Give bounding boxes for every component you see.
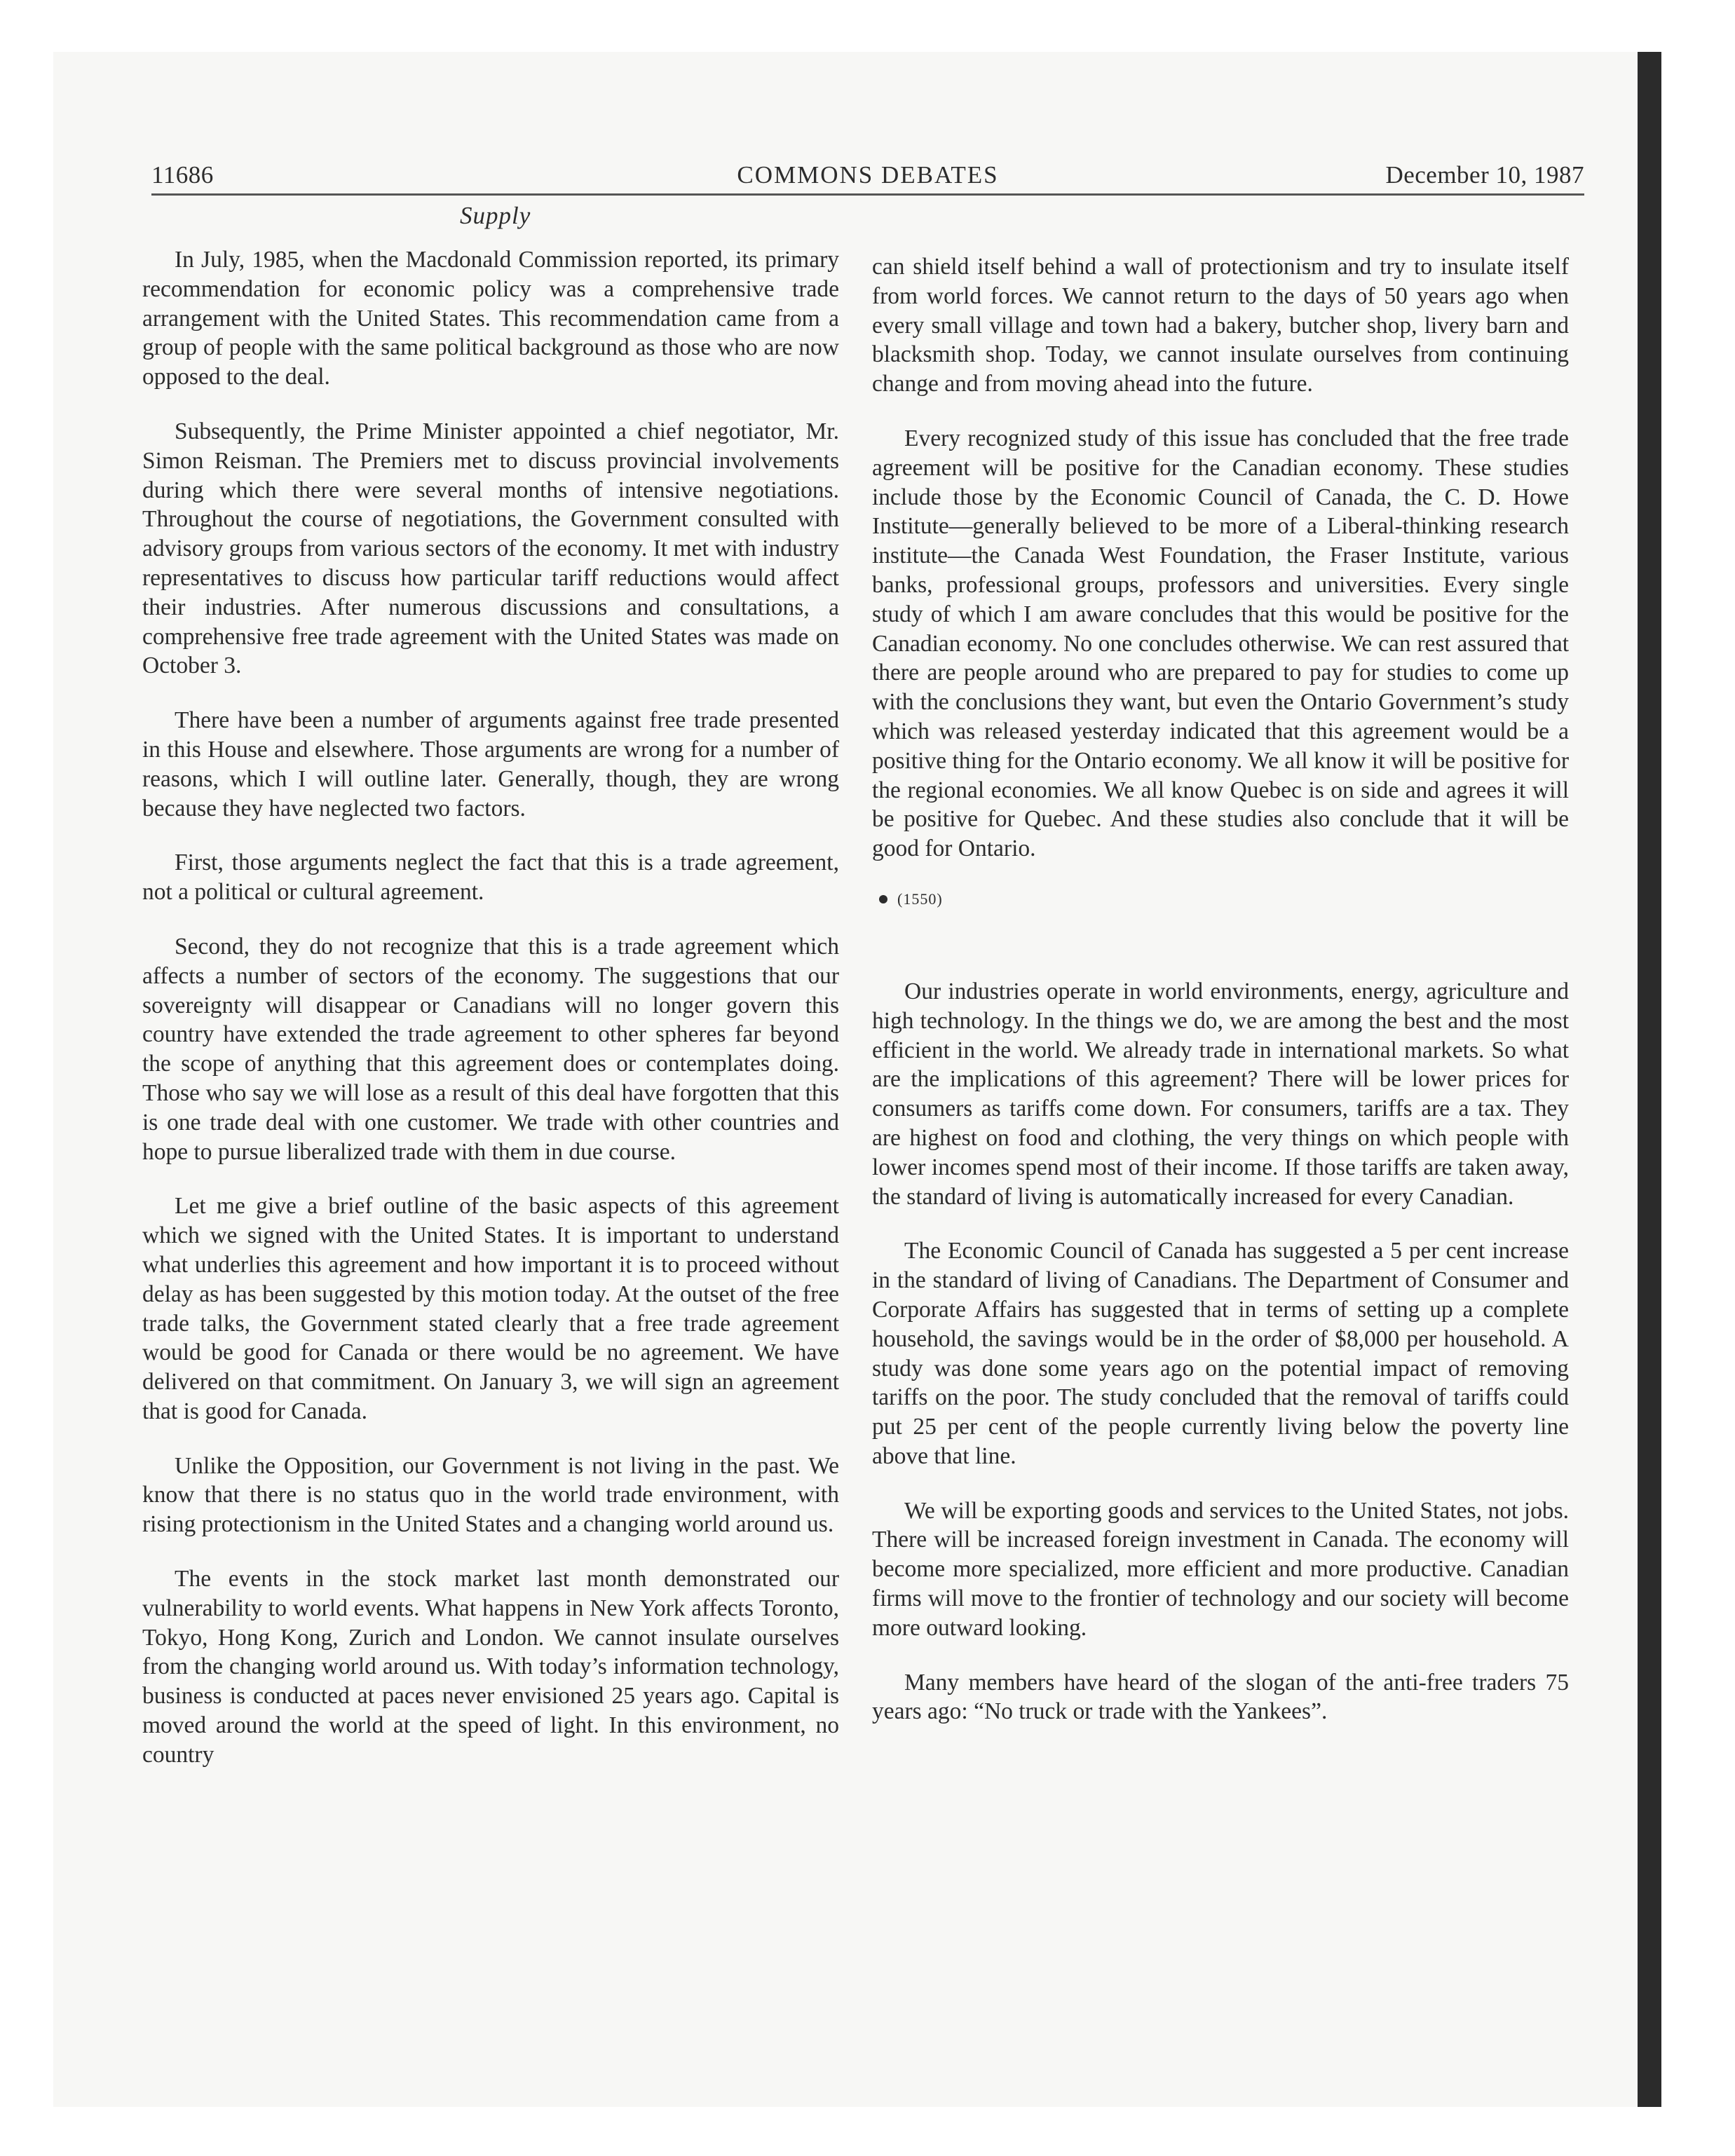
paragraph: Unlike the Opposition, our Government is not living in the past. We know that there is no status quo in the world trade environment, with rising protectionism in the United States and a changing world around us. — [142, 1452, 839, 1538]
right-column — [872, 252, 1569, 1752]
paragraph: Every recognized study of this issue has concluded that the free trade agreement will be positive for the Canadian economy. These studies include those by the Economic Council of Canada, the C. D. Howe Institute—generally believed to be more of a Liberal-thinking research institute—the Canada West Foundation, the Fraser Institute, various banks, professional groups, professors and universities. Every single study of which I am aware concludes that this would be positive for the Canadian economy. No one concludes otherwise. We can rest assured that there are people around who are prepared to pay for studies to come up with the conclusions they want, but even the Ontario Government’s study which was released yesterday indicated that this agreement would be a positive thing for the Ontario economy. We all know it will be positive for the regional economies. We all know Quebec is on side and agrees it will be positive for Quebec. And these studies also conclude that it will be good for Ontario. — [872, 425, 1569, 862]
time-marker-label: (1550) — [897, 889, 943, 908]
paragraph: The events in the stock market last month demonstrated our vulnerability to world events. What happens in New York affects Toronto, Tokyo, Hong Kong, Zurich and London. We cannot insulate ourselves from the changing world around us. With today’s information technology, business is conducted at paces never envisioned 25 years ago. Capital is moved around the world at the speed of light. In this environment, no country — [142, 1566, 839, 1768]
section-heading: Supply — [460, 202, 531, 229]
page-header — [151, 156, 1584, 196]
left-column — [142, 245, 839, 1795]
paragraph: There have been a number of arguments against free trade presented in this House and elsewhere. Those arguments are wrong for a number of reasons, which I will outline later. Generally, though, they are wrong because they have neglected two factors. — [142, 707, 839, 821]
scan-edge-bar — [1638, 52, 1661, 2107]
publication-title: COMMONS DEBATES — [737, 161, 999, 189]
paragraph: Subsequently, the Prime Minister appointed a chief negotiator, Mr. Simon Reisman. The Premiers met to discuss provincial involvements during which there were several months of intensive negotiations. Throughout the course of negotiations, the Government consulted with advisory groups from various sectors of the economy. It met with industry representatives to discuss how particular tariff reductions would affect their industries. After numerous discussions and consultations, a comprehensive free trade agreement with the United States was made on October 3. — [142, 418, 839, 679]
page-number: 11686 — [151, 161, 214, 189]
bullet-icon — [879, 895, 887, 903]
page-date: December 10, 1987 — [1385, 161, 1584, 189]
paragraph: Our industries operate in world environments, energy, agriculture and high technology. In the things we do, we are among the best and the most efficient in the world. We already trade in international markets. So what are the implications of this agreement? There will be lower prices for consumers as tariffs come down. For consumers, tariffs are a tax. They are highest on food and clothing, the very things on which people with lower incomes spend most of their income. If those tariffs are taken away, the standard of living is automatically increased for every Canadian. — [872, 978, 1569, 1210]
paragraph: Second, they do not recognize that this is a trade agreement which affects a number of sectors of the economy. The suggestions that our sovereignty will disappear or Canadians will no longer govern this country have extended the trade agreement to other spheres far beyond the scope of anything that this agreement does or contemplates doing. Those who say we will lose as a result of this deal have forgotten that this is one trade deal with one customer. We trade with other countries and hope to pursue liberalized trade with them in due course. — [142, 933, 839, 1165]
paragraph: Let me give a brief outline of the basic aspects of this agreement which we signed with the United States. It is important to understand what underlies this agreement and how important it is to proceed without delay as has been suggested by this motion today. At the outset of the free trade talks, the Government stated clearly that a free trade agreement would be good for Canada or there would be no agreement. We have delivered on that commitment. On January 3, we will sign an agreement that is good for Canada. — [142, 1193, 839, 1424]
paragraph: We will be exporting goods and services to the United States, not jobs. There will be increased foreign investment in Canada. The economy will become more specialized, more efficient and more productive. Canadian firms will move to the frontier of technology and our society will become more outward looking. — [872, 1497, 1569, 1641]
paragraph: The Economic Council of Canada has suggested a 5 per cent increase in the standard of living of Canadians. The Department of Consumer and Corporate Affairs has suggested that in terms of setting up a complete household, the savings would be in the order of $8,000 per household. A study was done some years ago on the potential impact of removing tariffs on the poor. The study concluded that the removal of tariffs could put 25 per cent of the people currently living below the poverty line above that line. — [872, 1238, 1569, 1469]
paragraph: In July, 1985, when the Macdonald Commission reported, its primary recommendation for economic policy was a comprehensive trade arrangement with the United States. This recommendation came from a group of people with the same political background as those who are now opposed to the deal. — [142, 247, 839, 390]
time-marker — [872, 889, 1569, 910]
paragraph: First, those arguments neglect the fact that this is a trade agreement, not a political or cultural agreement. — [142, 850, 839, 906]
paragraph: Many members have heard of the slogan of the anti-free traders 75 years ago: “No truck or trade with the Yankees”. — [872, 1669, 1569, 1725]
paragraph: can shield itself behind a wall of protectionism and try to insulate itself from world forces. We cannot return to the days of 50 years ago when every small village and town had a bakery, butcher shop, livery barn and blacksmith shop. Today, we cannot insulate ourselves from continuing change and from moving ahead into the future. — [872, 254, 1569, 397]
